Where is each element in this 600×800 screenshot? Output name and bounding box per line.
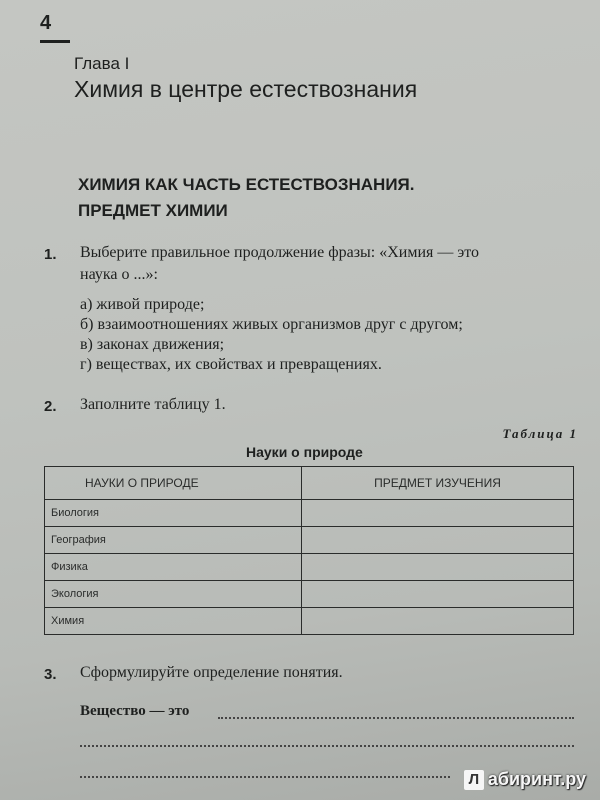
section-title-line2: ПРЕДМЕТ ХИМИИ: [78, 201, 228, 220]
answer-dotted-line[interactable]: [218, 717, 574, 719]
question-2-text: Заполните таблицу 1.: [80, 396, 226, 413]
question-3-text: Сформулируйте определение понятия.: [80, 664, 343, 681]
table-cell-science: Физика: [45, 554, 302, 581]
table-cell-subject-blank[interactable]: [302, 554, 574, 581]
question-1-option-c: в) законах движения;: [80, 336, 225, 353]
table-row: [45, 581, 574, 608]
question-1-option-a: а) живой природе;: [80, 296, 205, 313]
table-cell-subject-blank[interactable]: [302, 581, 574, 608]
page-number-rule: [40, 40, 70, 43]
watermark-text: абиринт.ру: [487, 769, 586, 789]
labirint-logo-icon: Л: [464, 770, 484, 790]
question-3-number: 3.: [44, 666, 57, 683]
section-title: [78, 172, 414, 224]
table-cell-subject-blank[interactable]: [302, 608, 574, 635]
table-header-subject: ПРЕДМЕТ ИЗУЧЕНИЯ: [302, 467, 574, 500]
table-row: [45, 527, 574, 554]
chapter-label: Глава I: [74, 54, 130, 73]
table-cell-science: Биология: [45, 500, 302, 527]
table-caption: Таблица 1: [502, 426, 578, 441]
table-cell-science: Химия: [45, 608, 302, 635]
question-1-text-line2: наука о ...»:: [80, 266, 158, 283]
sciences-table: [44, 466, 574, 635]
question-1-number: 1.: [44, 246, 57, 263]
table-cell-subject-blank[interactable]: [302, 527, 574, 554]
answer-dotted-line[interactable]: [80, 776, 450, 778]
table-row: [45, 554, 574, 581]
table-row: [45, 500, 574, 527]
section-title-line1: ХИМИЯ КАК ЧАСТЬ ЕСТЕСТВОЗНАНИЯ.: [78, 175, 415, 194]
page-number: 4: [40, 12, 52, 34]
table-cell-science: Экология: [45, 581, 302, 608]
answer-prefix: Вещество — это: [80, 703, 190, 719]
question-2-number: 2.: [44, 398, 57, 415]
table-row: [45, 608, 574, 635]
table-header-row: [45, 467, 574, 500]
table-title: Науки о природе: [246, 444, 363, 460]
chapter-title: Химия в центре естествознания: [74, 76, 418, 102]
table-header-sciences: НАУКИ О ПРИРОДЕ: [45, 467, 302, 500]
question-1-option-b: б) взаимоотношениях живых организмов друг с другом;: [80, 316, 463, 333]
labirint-watermark: [464, 769, 586, 790]
question-1-option-d: г) веществах, их свойствах и превращениях.: [80, 356, 382, 373]
question-1-text-line1: Выберите правильное продолжение фразы: «Химия — это: [80, 244, 480, 261]
table-cell-subject-blank[interactable]: [302, 500, 574, 527]
answer-dotted-line[interactable]: [80, 745, 574, 747]
table-cell-science: География: [45, 527, 302, 554]
